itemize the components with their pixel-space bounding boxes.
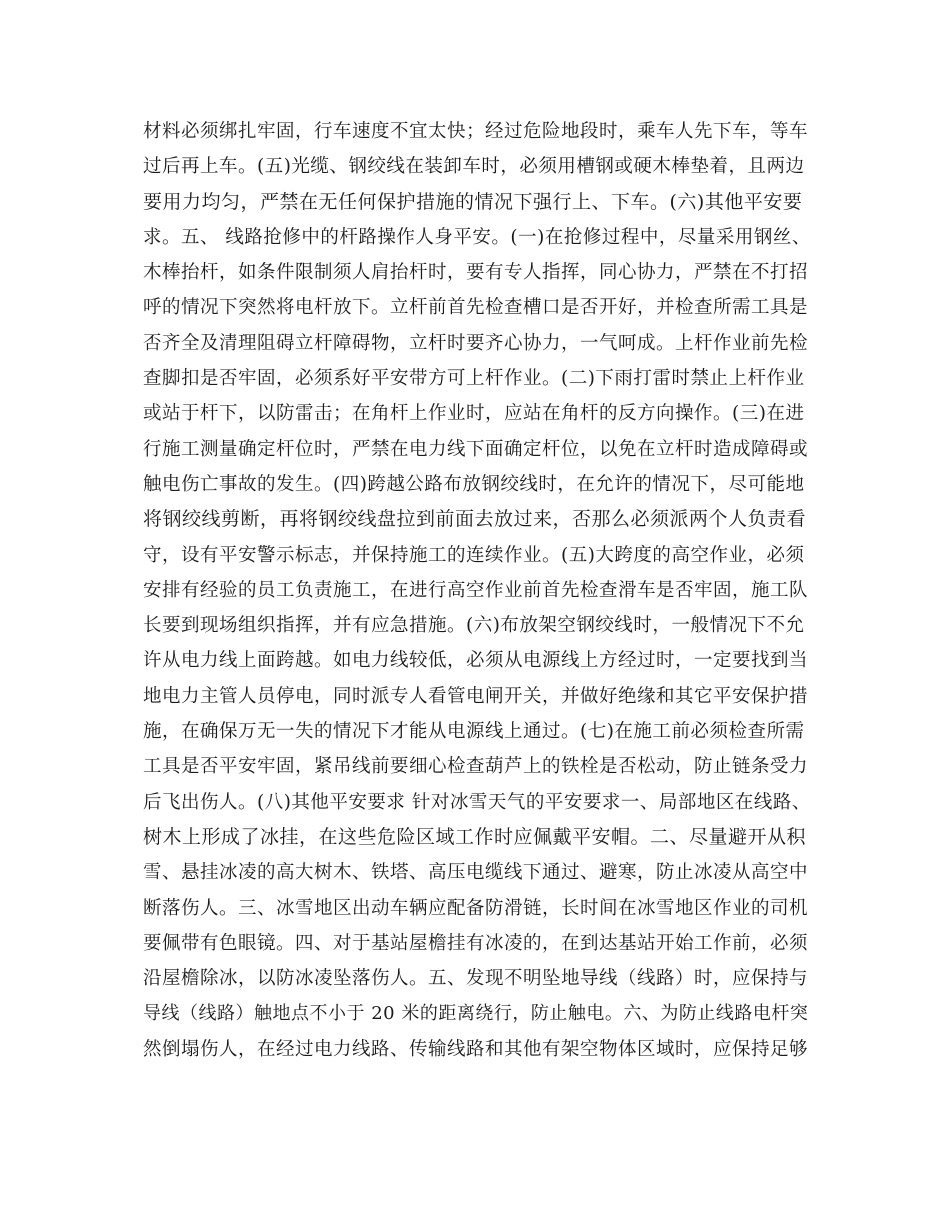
text-line: 安排有经验的员工负责施工，在进行高空作业前首先检查滑车是否牢固，施工队	[143, 579, 809, 601]
text-line: 导线（线路）触地点不小于 20 米的距离绕行，防止触电。六、为防止线路电杆突	[143, 1003, 809, 1025]
text-line: 施，在确保万无一失的情况下才能从电源线上通过。(七)在施工前必须检查所需	[143, 721, 805, 743]
text-line: 触电伤亡事故的发生。(四)跨越公路布放钢绞线时，在允许的情况下，尽可能地	[143, 473, 805, 495]
text-line: 过后再上车。(五)光缆、钢绞线在装卸车时，必须用槽钢或硬木棒垫着，且两边	[143, 156, 805, 178]
text-line: 守，设有平安警示标志，并保持施工的连续作业。(五)大跨度的高空作业，必须	[143, 544, 805, 566]
text-line: 查脚扣是否牢固，必须系好平安带方可上杆作业。(二)下雨打雷时禁止上杆作业	[143, 368, 805, 390]
text-line: 要佩带有色眼镜。四、对于基站屋檐挂有冰凌的，在到达基站开始工作前，必须	[143, 932, 809, 954]
text-line: 材料必须绑扎牢固，行车速度不宜太快；经过危险地段时，乘车人先下车，等车	[143, 121, 809, 142]
text-line: 求。五、 线路抢修中的杆路操作人身平安。(一)在抢修过程中，尽量采用钢丝、	[143, 226, 811, 248]
text-line: 雪、悬挂冰凌的高大树木、铁塔、高压电缆线下通过、避寒，防止冰凌从高空中	[143, 862, 809, 884]
text-line: 将钢绞线剪断，再将钢绞线盘拉到前面去放过来，否那么必须派两个人负责看	[143, 508, 807, 531]
body-text	[143, 114, 813, 1067]
text-line: 后飞出伤人。(八)其他平安要求 针对冰雪天气的平安要求一、局部地区在线路、	[143, 791, 811, 813]
text-line: 许从电力线上面跨越。如电力线较低，必须从电源线上方经过时，一定要找到当	[143, 650, 809, 672]
text-line: 长要到现场组织指挥，并有应急措施。(六)布放架空钢绞线时，一般情况下不允	[143, 615, 805, 637]
text-line: 木棒抬杆，如条件限制须人肩抬杆时，要有专人指挥，同心协力，严禁在不打招	[143, 262, 809, 284]
text-line: 或站于杆下，以防雷击；在角杆上作业时，应站在角杆的反方向操作。(三)在进	[143, 403, 805, 425]
text-line: 地电力主管人员停电，同时派专人看管电闸开关，并做好绝缘和其它平安保护措	[143, 685, 809, 707]
text-line: 断落伤人。三、冰雪地区出动车辆应配备防滑链，长时间在冰雪地区作业的司机	[143, 897, 809, 919]
text-line: 要用力均匀，严禁在无任何保护措施的情况下强行上、下车。(六)其他平安要	[143, 190, 803, 213]
text-line: 沿屋檐除冰，以防冰凌坠落伤人。五、发现不明坠地导线（线路）时，应保持与	[143, 968, 809, 990]
text-line: 行施工测量确定杆位时，严禁在电力线下面确定杆位，以免在立杆时造成障碍或	[143, 438, 809, 460]
text-line: 否齐全及清理阻碍立杆障碍物，立杆时要齐心协力，一气呵成。上杆作业前先检	[143, 332, 809, 354]
text-line: 工具是否平安牢固，紧吊线前要细心检查葫芦上的铁栓是否松动，防止链条受力	[143, 756, 809, 778]
text-line: 树木上形成了冰挂，在这些危险区域工作时应佩戴平安帽。二、尽量避开从积	[143, 825, 807, 848]
text-line: 然倒塌伤人，在经过电力线路、传输线路和其他有架空物体区域时，应保持足够	[143, 1038, 809, 1060]
text-line: 呼的情况下突然将电杆放下。立杆前首先检查槽口是否开好，并检查所需工具是	[143, 297, 809, 319]
